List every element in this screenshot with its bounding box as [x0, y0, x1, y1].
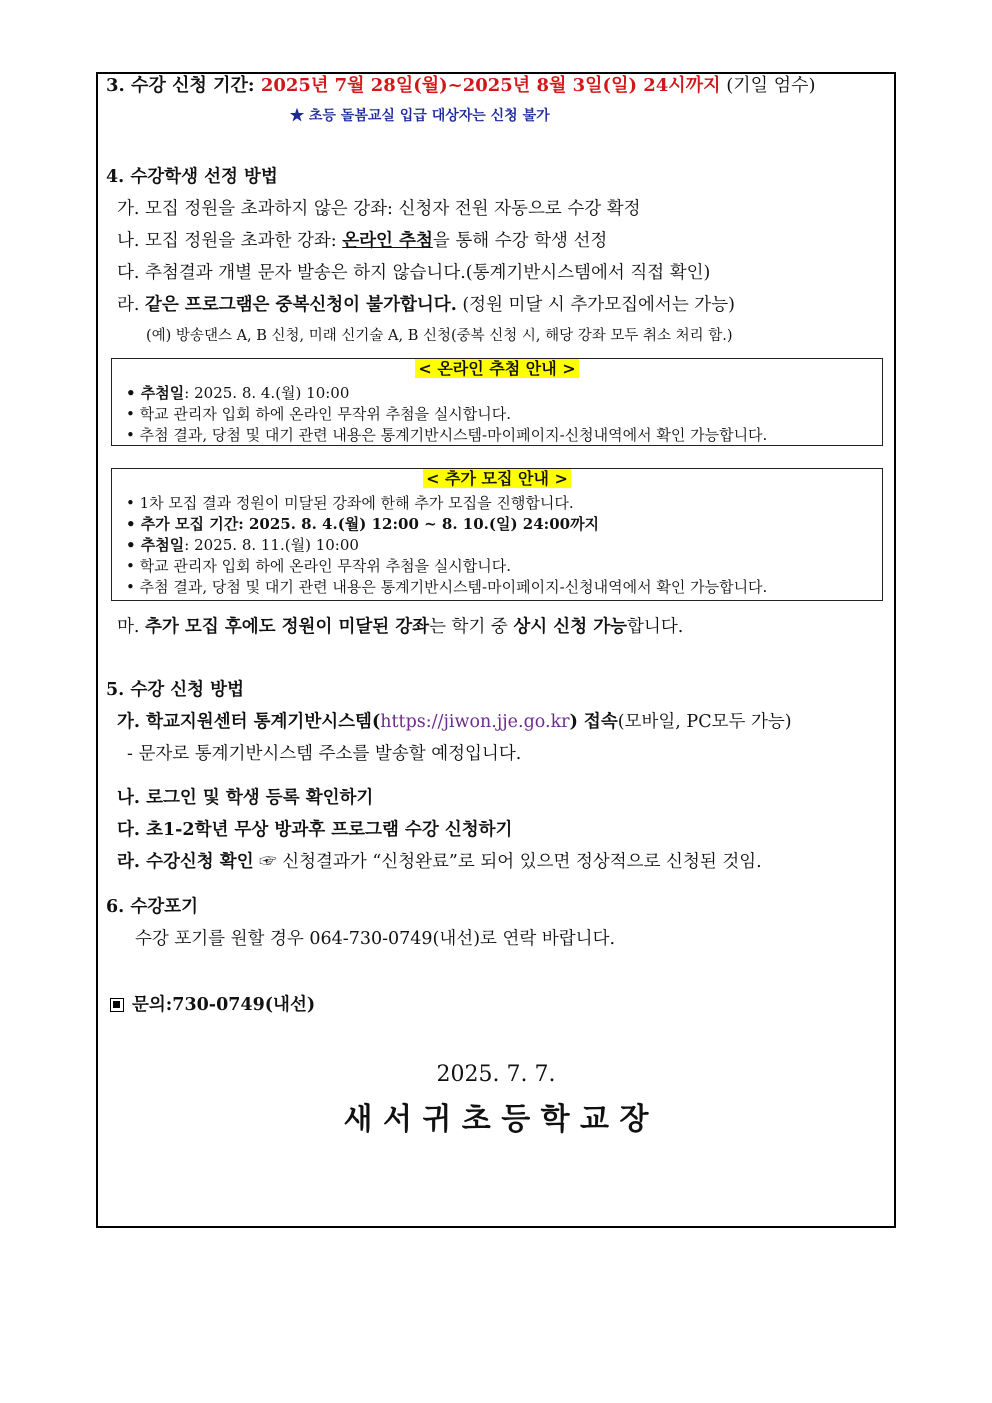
s5-item-da: 다. 초1-2학년 무상 방과후 프로그램 수강 신청하기	[117, 820, 513, 840]
school-principal-signature: 새 서 귀 초 등 학 교 장	[343, 1102, 649, 1137]
s4-item-ga: 가. 모집 정원을 초과하지 않은 강좌: 신청자 전원 자동으로 수강 확정	[117, 199, 641, 219]
contact-number: 문의:730-0749(내선)	[132, 995, 316, 1015]
extra-recruitment-box	[111, 468, 883, 601]
s5-item-na: 나. 로그인 및 학생 등록 확인하기	[117, 788, 374, 808]
deadline-note: (기일 엄수)	[720, 75, 816, 96]
section-4-title: 4. 수강학생 선정 방법	[106, 167, 278, 187]
s4-example: (예) 방송댄스 A, B 신청, 미래 신기술 A, B 신청(중복 신청 시, 해당 강좌 모두 취소 처리 함.)	[146, 328, 733, 344]
s6-body: 수강 포기를 원할 경우 064-730-0749(내선)로 연락 바랍니다.	[135, 929, 616, 949]
s4-item-ma: 마. 추가 모집 후에도 정원이 미달된 강좌는 학기 중 상시 신청 가능합니다.	[117, 617, 684, 637]
s5-item-ga-sub: - 문자로 통계기반시스템 주소를 발송할 예정입니다.	[127, 744, 522, 764]
extra-period: • 추가 모집 기간: 2025. 8. 4.(월) 12:00 ~ 8. 10.(일) 24:00까지	[126, 515, 600, 533]
online-lottery-line-2: • 학교 관리자 입회 하에 온라인 무작위 추첨을 실시합니다.	[126, 405, 512, 423]
extra-line-5: • 추첨 결과, 당첨 및 대기 관련 내용은 통계기반시스템-마이페이지-신청내역에서 확인 가능합니다.	[126, 578, 768, 596]
online-lottery-date: • 추첨일: 2025. 8. 4.(월) 10:00	[126, 384, 350, 402]
s5-item-ga: 가. 학교지원센터 통계기반시스템(https://jiwon.jje.go.kr) 접속(모바일, PC모두 가능)	[117, 712, 792, 732]
square-bullet-icon	[110, 998, 124, 1012]
s4-item-na: 나. 모집 정원을 초과한 강좌: 온라인 추첨을 통해 수강 학생 선정	[117, 231, 608, 251]
section-6-title: 6. 수강포기	[106, 897, 198, 917]
online-lottery-box	[111, 358, 883, 446]
section-3-label: 3. 수강 신청 기간:	[106, 75, 261, 96]
section-5-title: 5. 수강 신청 방법	[106, 680, 244, 700]
extra-line-1: • 1차 모집 결과 정원이 미달된 강좌에 한해 추가 모집을 진행합니다.	[126, 494, 574, 512]
online-lottery-line-3: • 추첨 결과, 당첨 및 대기 관련 내용은 통계기반시스템-마이페이지-신청내역에서 확인 가능합니다.	[126, 426, 768, 444]
s4-item-da: 다. 추첨결과 개별 문자 발송은 하지 않습니다.(통계기반시스템에서 직접 확인)	[117, 263, 711, 283]
extra-lottery-date: • 추첨일: 2025. 8. 11.(월) 10:00	[126, 536, 359, 554]
document-date: 2025. 7. 7.	[436, 1062, 556, 1087]
care-class-note: ★ 초등 돌봄교실 입급 대상자는 신청 불가	[290, 108, 550, 124]
extra-recruitment-box-title: < 추가 모집 안내 >	[112, 469, 882, 489]
online-lottery-box-title: < 온라인 추첨 안내 >	[112, 359, 882, 379]
s4-item-ra: 라. 같은 프로그램은 중복신청이 불가합니다. (정원 미달 시 추가모집에서는 가능)	[117, 295, 735, 315]
s5-item-ra: 라. 수강신청 확인 ☞ 신청결과가 “신청완료”로 되어 있으면 정상적으로 신청된 것임.	[117, 852, 762, 872]
application-period: 2025년 7월 28일(월)~2025년 8월 3일(일) 24시까지	[260, 75, 721, 96]
extra-line-4: • 학교 관리자 입회 하에 온라인 무작위 추첨을 실시합니다.	[126, 557, 512, 575]
online-lottery-text: 온라인 추첨	[342, 231, 433, 251]
section-3-line	[106, 74, 816, 98]
star-icon: ★	[290, 108, 304, 124]
system-url-link[interactable]: https://jiwon.jje.go.kr	[380, 712, 570, 732]
contact-line	[110, 993, 315, 1017]
